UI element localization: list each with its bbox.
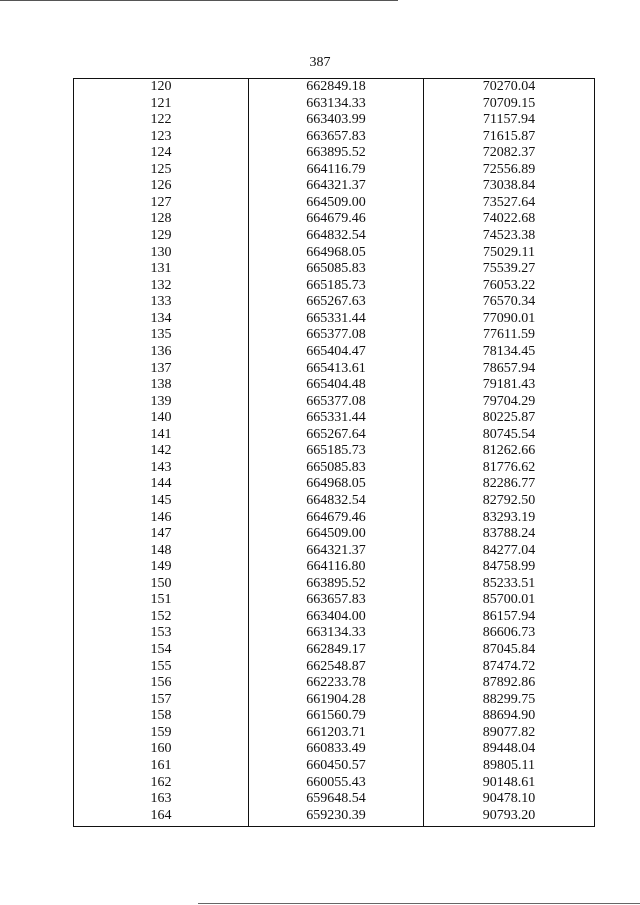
y-coordinate-cell: 75029.11 — [483, 244, 535, 260]
x-coordinate-cell: 662548.87 — [306, 658, 366, 674]
y-coordinate-cell: 89077.82 — [482, 724, 536, 740]
point-number-cell: 150 — [150, 575, 172, 591]
point-number-cell: 128 — [150, 211, 172, 227]
x-coordinate-cell: 663895.52 — [306, 145, 366, 161]
x-coordinate-cell: 665085.83 — [306, 261, 366, 277]
x-coordinate-cell: 665331.44 — [306, 310, 366, 326]
point-number-cell: 125 — [150, 161, 172, 177]
point-number-cell: 144 — [150, 476, 172, 492]
y-coordinate-cell: 77090.01 — [482, 310, 536, 326]
point-number-cell: 133 — [150, 294, 172, 310]
y-coordinate-column — [424, 79, 594, 826]
x-coordinate-cell: 665185.73 — [306, 277, 366, 293]
y-coordinate-cell: 76053.22 — [482, 277, 536, 293]
x-coordinate-cell: 663657.83 — [306, 128, 366, 144]
x-coordinate-cell: 664832.54 — [306, 228, 366, 244]
x-coordinate-cell: 663657.83 — [306, 592, 366, 608]
x-coordinate-cell: 665267.63 — [306, 294, 366, 310]
y-coordinate-cell: 82286.77 — [482, 476, 536, 492]
y-coordinate-cell: 74523.38 — [482, 228, 536, 244]
point-number-cell: 127 — [150, 194, 172, 210]
point-number-cell: 126 — [150, 178, 172, 194]
y-coordinate-cell: 88694.90 — [482, 708, 536, 724]
x-coordinate-column — [249, 79, 424, 826]
x-coordinate-cell: 664321.37 — [306, 178, 366, 194]
point-number-cell: 131 — [150, 261, 172, 277]
y-coordinate-cell: 90793.20 — [482, 807, 536, 823]
x-coordinate-cell: 665267.64 — [306, 426, 366, 442]
x-coordinate-cell: 659648.54 — [306, 791, 366, 807]
y-coordinate-cell: 87045.84 — [482, 642, 536, 658]
point-number-cell: 163 — [150, 791, 172, 807]
x-coordinate-cell: 665085.83 — [306, 459, 366, 475]
y-coordinate-cell: 79704.29 — [482, 393, 536, 409]
point-number-cell: 151 — [150, 592, 172, 608]
point-number-cell: 138 — [150, 377, 172, 393]
x-coordinate-cell: 663134.33 — [306, 625, 366, 641]
x-coordinate-cell: 665413.61 — [306, 360, 366, 376]
x-coordinate-cell: 663403.99 — [306, 112, 366, 128]
x-coordinate-cell: 660450.57 — [306, 757, 366, 773]
point-number-cell: 152 — [150, 608, 172, 624]
y-coordinate-cell: 83788.24 — [482, 526, 536, 542]
x-coordinate-cell: 662849.17 — [306, 642, 366, 658]
point-number-cell: 132 — [150, 277, 172, 293]
x-coordinate-cell: 661904.28 — [306, 691, 366, 707]
y-coordinate-cell: 87892.86 — [482, 675, 536, 691]
scan-edge-top-line — [0, 0, 398, 1]
y-coordinate-cell: 80225.87 — [482, 410, 536, 426]
y-coordinate-cell: 84277.04 — [482, 542, 536, 558]
y-coordinate-cell: 72082.37 — [482, 145, 536, 161]
point-number-cell: 153 — [150, 625, 172, 641]
point-number-cell: 146 — [150, 509, 172, 525]
x-coordinate-cell: 664509.00 — [306, 194, 366, 210]
x-coordinate-cell: 665331.44 — [306, 410, 366, 426]
x-coordinate-cell: 663895.52 — [306, 575, 366, 591]
point-number-cell: 140 — [150, 410, 172, 426]
y-coordinate-cell: 81776.62 — [482, 459, 536, 475]
point-number-cell: 129 — [150, 228, 172, 244]
y-coordinate-cell: 71615.87 — [482, 128, 536, 144]
point-number-cell: 145 — [150, 493, 172, 508]
point-number-cell: 149 — [150, 559, 172, 575]
point-number-cell: 134 — [150, 310, 172, 326]
y-coordinate-cell: 82792.50 — [482, 493, 536, 508]
x-coordinate-cell: 662233.78 — [306, 675, 366, 691]
y-coordinate-cell: 70709.15 — [482, 95, 536, 111]
x-coordinate-cell: 665404.47 — [306, 343, 366, 359]
y-coordinate-cell: 70270.04 — [482, 79, 536, 94]
y-coordinate-cell: 83293.19 — [482, 509, 536, 525]
y-coordinate-cell: 75539.27 — [482, 261, 536, 277]
y-coordinate-cell: 89805.11 — [483, 757, 535, 773]
y-coordinate-cell: 89448.04 — [482, 741, 536, 757]
y-coordinate-cell: 79181.43 — [482, 377, 536, 393]
x-coordinate-cell: 662849.18 — [306, 79, 366, 94]
y-coordinate-cell: 78657.94 — [482, 360, 536, 376]
x-coordinate-cell: 661560.79 — [306, 708, 366, 724]
point-number-cell: 141 — [150, 426, 172, 442]
point-number-cell: 159 — [150, 724, 172, 740]
point-number-cell: 123 — [150, 128, 172, 144]
x-coordinate-cell: 660833.49 — [306, 741, 366, 757]
x-coordinate-cell: 664321.37 — [306, 542, 366, 558]
point-number-cell: 139 — [150, 393, 172, 409]
y-coordinate-cell: 84758.99 — [482, 559, 536, 575]
x-coordinate-cell: 664832.54 — [306, 493, 366, 508]
y-coordinate-cell: 86157.94 — [482, 608, 536, 624]
point-number-cell: 120 — [150, 79, 172, 94]
y-coordinate-cell: 85233.51 — [482, 575, 536, 591]
y-coordinate-cell: 81262.66 — [482, 443, 536, 459]
x-coordinate-cell: 664509.00 — [306, 526, 366, 542]
point-number-cell: 148 — [150, 542, 172, 558]
y-coordinate-cell: 73527.64 — [482, 194, 536, 210]
point-number-cell: 122 — [150, 112, 172, 128]
point-number-cell: 143 — [150, 459, 172, 475]
x-coordinate-cell: 661203.71 — [306, 724, 366, 740]
point-number-cell: 160 — [150, 741, 172, 757]
x-coordinate-cell: 664679.46 — [306, 509, 366, 525]
coordinates-table — [73, 78, 595, 827]
point-number-cell: 142 — [150, 443, 172, 459]
point-number-cell: 157 — [150, 691, 172, 707]
y-coordinate-cell: 86606.73 — [482, 625, 536, 641]
y-coordinate-cell: 77611.59 — [483, 327, 535, 343]
y-coordinate-cell: 72556.89 — [482, 161, 536, 177]
point-number-cell: 124 — [150, 145, 172, 161]
x-coordinate-cell: 664116.80 — [306, 559, 366, 575]
y-coordinate-cell: 88299.75 — [482, 691, 536, 707]
x-coordinate-cell: 659230.39 — [306, 807, 366, 823]
point-number-cell: 154 — [150, 642, 172, 658]
y-coordinate-cell: 90478.10 — [482, 791, 536, 807]
point-number-column — [74, 79, 249, 826]
point-number-cell: 161 — [150, 757, 172, 773]
y-coordinate-cell: 71157.94 — [483, 112, 535, 128]
point-number-cell: 156 — [150, 675, 172, 691]
point-number-cell: 121 — [150, 95, 172, 111]
point-number-cell: 137 — [150, 360, 172, 376]
x-coordinate-cell: 664679.46 — [306, 211, 366, 227]
x-coordinate-cell: 663404.00 — [306, 608, 366, 624]
x-coordinate-cell: 664968.05 — [306, 244, 366, 260]
scan-edge-bottom-line — [198, 903, 640, 904]
y-coordinate-cell: 74022.68 — [482, 211, 536, 227]
y-coordinate-cell: 78134.45 — [482, 343, 536, 359]
x-coordinate-cell: 665377.08 — [306, 327, 366, 343]
point-number-cell: 135 — [150, 327, 172, 343]
x-coordinate-cell: 660055.43 — [306, 774, 366, 790]
y-coordinate-cell: 90148.61 — [482, 774, 536, 790]
point-number-cell: 147 — [150, 526, 172, 542]
y-coordinate-cell: 73038.84 — [482, 178, 536, 194]
x-coordinate-cell: 665185.73 — [306, 443, 366, 459]
point-number-cell: 158 — [150, 708, 172, 724]
point-number-cell: 164 — [150, 807, 172, 823]
y-coordinate-cell: 80745.54 — [482, 426, 536, 442]
y-coordinate-cell: 76570.34 — [482, 294, 536, 310]
point-number-cell: 162 — [150, 774, 172, 790]
point-number-cell: 155 — [150, 658, 172, 674]
point-number-cell: 136 — [150, 343, 172, 359]
y-coordinate-cell: 85700.01 — [482, 592, 536, 608]
y-coordinate-cell: 87474.72 — [482, 658, 536, 674]
x-coordinate-cell: 664968.05 — [306, 476, 366, 492]
x-coordinate-cell: 664116.79 — [306, 161, 366, 177]
x-coordinate-cell: 665404.48 — [306, 377, 366, 393]
point-number-cell: 130 — [150, 244, 172, 260]
page-number: 387 — [309, 55, 331, 70]
x-coordinate-cell: 663134.33 — [306, 95, 366, 111]
x-coordinate-cell: 665377.08 — [306, 393, 366, 409]
